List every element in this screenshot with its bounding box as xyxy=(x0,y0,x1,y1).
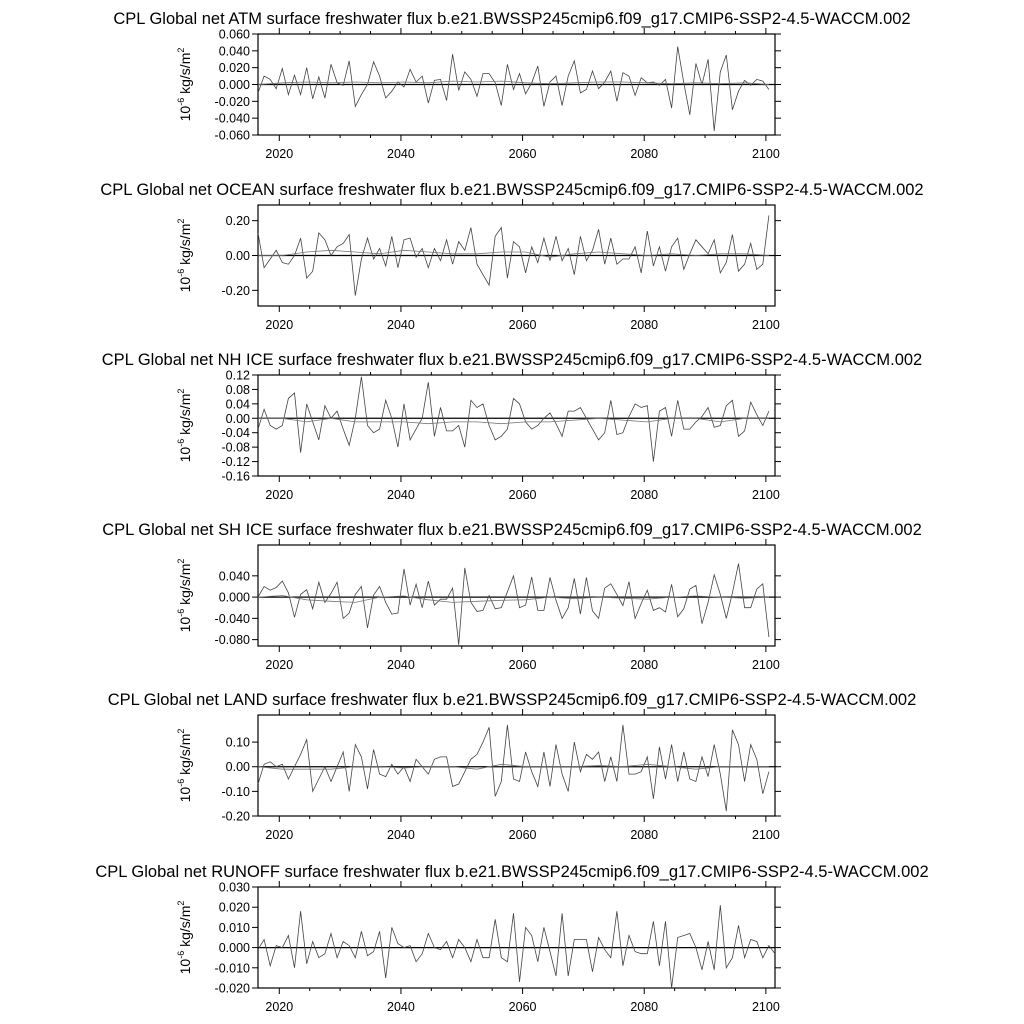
y-axis-label: $10^{-6}$ $kg/s/m^2$ xyxy=(176,558,193,633)
y-tick-label: 0.040 xyxy=(218,569,250,584)
x-tick-label: 2060 xyxy=(508,147,537,161)
x-tick-label: 2080 xyxy=(630,318,659,332)
chart-panel-5 xyxy=(95,863,928,1014)
plot-frame xyxy=(258,887,775,988)
series-line-annual xyxy=(258,725,769,811)
series-line-annual xyxy=(258,564,769,645)
y-axis-label: $10^{-6}$ $kg/s/m^2$ xyxy=(176,388,193,463)
y-tick-label: -0.010 xyxy=(214,961,250,976)
y-tick-label: 0.040 xyxy=(218,44,250,59)
y-tick-label: 0.10 xyxy=(225,735,250,750)
x-tick-label: 2020 xyxy=(265,1000,294,1014)
x-tick-label: 2100 xyxy=(751,658,780,672)
y-axis-label: $10^{-6}$ $kg/s/m^2$ xyxy=(176,47,193,122)
x-tick-label: 2020 xyxy=(265,488,294,502)
x-tick-label: 2080 xyxy=(630,488,659,502)
x-tick-label: 2100 xyxy=(751,147,780,161)
y-axis-label: $10^{-6}$ $kg/s/m^2$ xyxy=(176,728,193,803)
chart-title: CPL Global net NH ICE surface freshwater flux b.e21.BWSSP245cmip6.f09_g17.CMIP6-SSP2-4.5-WACCM.002 xyxy=(101,351,923,369)
y-tick-label: 0.000 xyxy=(218,941,250,956)
y-tick-label: 0.000 xyxy=(218,590,250,605)
chart-panel-3 xyxy=(102,521,922,672)
x-tick-label: 2080 xyxy=(630,828,659,842)
chart-title: CPL Global net LAND surface freshwater flux b.e21.BWSSP245cmip6.f09_g17.CMIP6-SSP2-4.5-WACCM.002 xyxy=(107,691,917,709)
y-tick-label: -0.080 xyxy=(214,633,250,648)
plot-frame xyxy=(258,375,775,476)
y-tick-label: 0.12 xyxy=(225,368,250,383)
x-tick-label: 2100 xyxy=(751,488,780,502)
x-tick-label: 2060 xyxy=(508,828,537,842)
x-tick-label: 2020 xyxy=(265,828,294,842)
y-tick-label: -0.16 xyxy=(221,469,250,484)
y-tick-label: 0.060 xyxy=(218,27,250,42)
y-tick-label: 0.030 xyxy=(218,880,250,895)
y-tick-label: -0.040 xyxy=(214,111,250,126)
series-line-smoothed xyxy=(258,250,769,257)
x-tick-label: 2020 xyxy=(265,658,294,672)
chart-title: CPL Global net OCEAN surface freshwater flux b.e21.BWSSP245cmip6.f09_g17.CMIP6-SSP2-4.5-WACCM.002 xyxy=(100,181,924,199)
chart-panel-1 xyxy=(100,181,923,332)
y-axis-label: $10^{-6}$ $kg/s/m^2$ xyxy=(176,900,193,975)
x-tick-label: 2080 xyxy=(630,147,659,161)
series-line-smoothed xyxy=(258,418,769,423)
y-tick-label: -0.040 xyxy=(214,611,250,626)
y-tick-label: 0.00 xyxy=(225,760,250,775)
y-tick-label: 0.00 xyxy=(225,411,250,426)
y-tick-label: 0.020 xyxy=(218,900,250,915)
x-tick-label: 2100 xyxy=(751,318,780,332)
chart-title: CPL Global net ATM surface freshwater flux b.e21.BWSSP245cmip6.f09_g17.CMIP6-SSP2-4.5-WACCM.002 xyxy=(113,10,911,28)
x-tick-label: 2080 xyxy=(630,658,659,672)
y-tick-label: 0.04 xyxy=(225,397,250,412)
x-tick-label: 2040 xyxy=(387,318,415,332)
x-tick-label: 2060 xyxy=(508,1000,537,1014)
x-tick-label: 2040 xyxy=(387,828,415,842)
y-tick-label: -0.020 xyxy=(214,94,250,109)
x-tick-label: 2100 xyxy=(751,828,780,842)
x-tick-label: 2060 xyxy=(508,318,537,332)
x-tick-label: 2040 xyxy=(387,147,415,161)
y-tick-label: 0.000 xyxy=(218,78,250,92)
x-tick-label: 2060 xyxy=(508,488,537,502)
x-tick-label: 2100 xyxy=(751,1000,780,1014)
y-tick-label: -0.020 xyxy=(214,981,250,996)
x-tick-label: 2040 xyxy=(387,658,415,672)
x-tick-label: 2020 xyxy=(265,147,294,161)
chart-panel-0 xyxy=(113,10,910,161)
chart-panel-4 xyxy=(108,691,917,842)
x-tick-label: 2040 xyxy=(387,1000,415,1014)
chart-title: CPL Global net RUNOFF surface freshwater flux b.e21.BWSSP245cmip6.f09_g17.CMIP6-SSP2-4.5-WACCM.002 xyxy=(95,863,929,881)
y-tick-label: 0.20 xyxy=(225,214,250,229)
y-tick-label: -0.04 xyxy=(221,426,250,441)
series-line-annual xyxy=(258,47,769,131)
x-tick-label: 2020 xyxy=(265,318,294,332)
y-axis-label: $10^{-6}$ $kg/s/m^2$ xyxy=(176,218,193,293)
y-tick-label: -0.12 xyxy=(221,455,250,470)
series-line-annual xyxy=(258,905,775,988)
chart-title: CPL Global net SH ICE surface freshwater flux b.e21.BWSSP245cmip6.f09_g17.CMIP6-SSP2-4.5-WACCM.002 xyxy=(102,521,922,539)
y-tick-label: 0.00 xyxy=(225,249,250,263)
y-tick-label: -0.060 xyxy=(214,128,250,143)
x-tick-label: 2080 xyxy=(630,1000,659,1014)
x-tick-label: 2060 xyxy=(508,658,537,672)
y-tick-label: -0.20 xyxy=(221,809,250,824)
y-tick-label: 0.010 xyxy=(218,920,250,935)
y-tick-label: 0.020 xyxy=(218,61,250,76)
y-tick-label: -0.10 xyxy=(221,784,250,799)
chart-panel-2 xyxy=(102,351,922,502)
y-tick-label: -0.08 xyxy=(221,440,250,455)
y-tick-label: 0.08 xyxy=(225,382,250,397)
y-tick-label: -0.20 xyxy=(221,283,250,298)
x-tick-label: 2040 xyxy=(387,488,415,502)
